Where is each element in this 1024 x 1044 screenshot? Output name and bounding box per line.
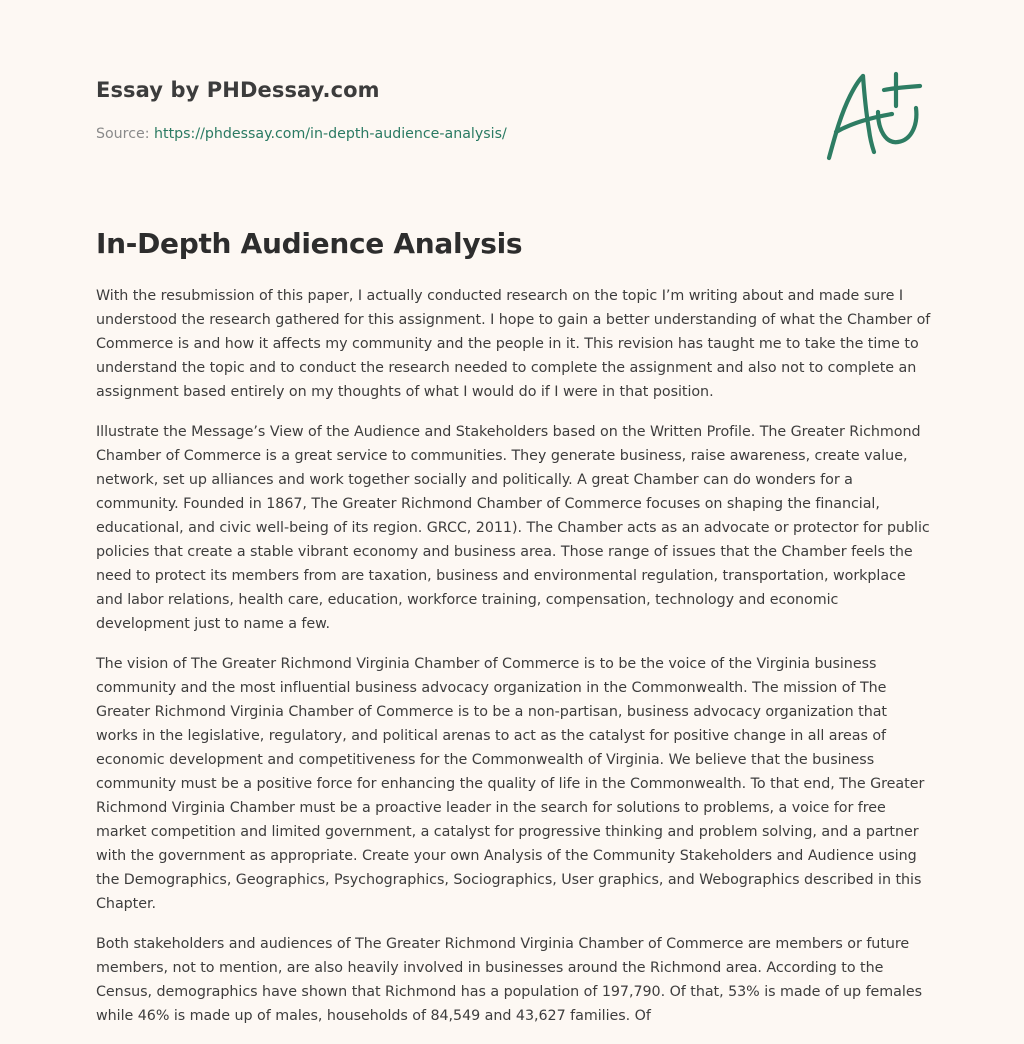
source-link[interactable]: https://phdessay.com/in-depth-audience-analysis/: [154, 126, 507, 142]
essay-body: [96, 284, 932, 1044]
paragraph: The vision of The Greater Richmond Virginia Chamber of Commerce is to be the voice of the Virginia business community and the most influential business advocacy organization in the Commonwealth. The mission of The Greater Richmond Virginia Chamber of Commerce is to be a non-partisan, business advocacy organization that works in the legislative, regulatory, and political arenas to act as the catalyst for positive change in all areas of economic development and competitiveness for the Commonwealth of Virginia. We believe that the business community must be a positive force for enhancing the quality of life in the Commonwealth. To that end, The Greater Richmond Virginia Chamber must be a proactive leader in the search for solutions to problems, a voice for free market competition and limited government, a catalyst for progressive thinking and problem solving, and a partner with the government as appropriate. Create your own Analysis of the Community Stakeholders and Audience using the Demographics, Geographics, Psychographics, Sociographics, User graphics, and Webographics described in this Chapter.: [96, 656, 925, 912]
essay-header: [96, 76, 796, 144]
paragraph: Both stakeholders and audiences of The Greater Richmond Virginia Chamber of Commerce are members or future members, not to mention, are also heavily involved in businesses around the Richmond area. According to the Census, demographics have shown that Richmond has a population of 197,790. Of that, 53% is made of up females while 46% is made up of males, households of 84,549 and 43,627 families. Of: [96, 936, 922, 1024]
page-title: In-Depth Audience Analysis: [96, 227, 523, 260]
source-line: [96, 124, 796, 144]
paragraph: Illustrate the Message’s View of the Audience and Stakeholders based on the Written Profile. The Greater Richmond Chamber of Commerce is a great service to communities. They generate business, raise awareness, create value, network, set up alliances and work together socially and politically. A great Chamber can do wonders for a community. Founded in 1867, The Greater Richmond Chamber of Commerce focuses on shaping the financial, educational, and civic well-being of its region. GRCC, 2011). The Chamber acts as an advocate or protector for public policies that create a stable vibrant economy and business area. Those range of issues that the Chamber feels the need to protect its members from are taxation, business and environmental regulation, transportation, workplace and labor relations, health care, education, workforce training, compensation, technology and economic development just to name a few.: [96, 424, 930, 632]
a-plus-logo-icon: [822, 66, 928, 166]
paragraph: With the resubmission of this paper, I actually conducted research on the topic I’m writing about and made sure I understood the research gathered for this assignment. I hope to gain a better understanding of what the Chamber of Commerce is and how it affects my community and the people in it. This revision has taught me to take the time to understand the topic and to conduct the research needed to complete the assignment and also not to complete an assignment based entirely on my thoughts of what I would do if I were in that position.: [96, 288, 931, 400]
brand-title: Essay by PHDessay.com: [96, 78, 380, 102]
source-label: Source:: [96, 126, 155, 142]
